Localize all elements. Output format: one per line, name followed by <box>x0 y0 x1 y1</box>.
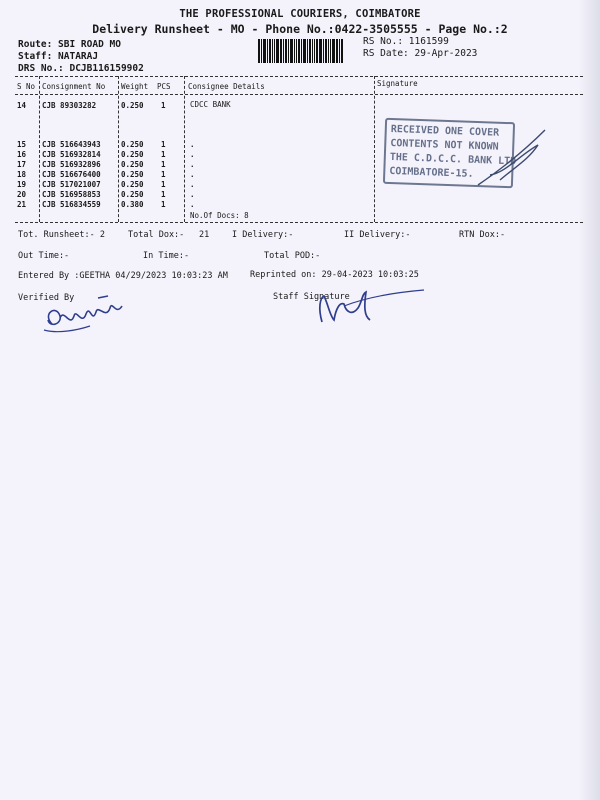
row-consignment: CJB 517021007 <box>42 180 101 189</box>
row-consignment: CJB 516676400 <box>42 170 101 179</box>
row-weight: 0.250 <box>121 150 144 159</box>
row-weight: 0.380 <box>121 200 144 209</box>
out-time: Out Time:- <box>18 251 70 261</box>
in-time: In Time:- <box>143 251 190 261</box>
row-consignee: . <box>190 190 195 199</box>
stamp-line: CONTENTS NOT KNOWN <box>390 137 499 153</box>
rtn-dox: RTN Dox:- <box>459 230 506 240</box>
verified-by-label: Verified By <box>18 293 75 303</box>
row-pcs: 1 <box>161 200 166 209</box>
company-title: THE PROFESSIONAL COURIERS, COIMBATORE <box>179 8 421 20</box>
runsheet-subtitle: Delivery Runsheet - MO - Phone No.:0422-3505555 - Page No.:2 <box>92 22 508 36</box>
col-divider <box>374 76 375 222</box>
row-consignment: CJB 516932814 <box>42 150 101 159</box>
row-sno: 20 <box>17 190 27 199</box>
table-header-border <box>15 94 583 95</box>
row-pcs: 1 <box>161 190 166 199</box>
row-consignment: CJB 516932896 <box>42 160 101 169</box>
row-consignee: . <box>190 140 195 149</box>
row-consignment: CJB 516834559 <box>42 200 101 209</box>
row-sno: 16 <box>17 150 27 159</box>
row-pcs: 1 <box>161 170 166 179</box>
row-weight: 0.250 <box>121 160 144 169</box>
row-consignee: . <box>190 180 195 189</box>
drs-number: DRS No.: DCJB116159902 <box>18 63 144 74</box>
row-sno: 18 <box>17 170 27 179</box>
route-label: Route: SBI ROAD MO <box>18 39 121 50</box>
row-consignee: . <box>190 170 195 179</box>
stamp-line: COIMBATORE-15. <box>389 165 474 180</box>
no-of-docs: No.Of Docs: 8 <box>190 211 249 220</box>
row-weight: 0.250 <box>121 170 144 179</box>
row-sno: 19 <box>17 180 27 189</box>
row-pcs: 1 <box>161 150 166 159</box>
header-signature: Signature <box>377 79 418 88</box>
row-consignment: CJB 89303282 <box>42 101 97 110</box>
row-weight: 0.250 <box>121 180 144 189</box>
row-pcs: 1 <box>161 140 166 149</box>
staff-signature <box>300 284 430 334</box>
row-sno: 17 <box>17 160 27 169</box>
row-consignment: CJB 516958853 <box>42 190 101 199</box>
header-sno: S No <box>17 82 36 91</box>
stamp-line: THE C.D.C.C. BANK LTD <box>389 151 517 168</box>
col-divider <box>118 76 119 222</box>
entered-by: Entered By :GEETHA 04/29/2023 10:03:23 AM <box>18 271 228 281</box>
row-weight: 0.250 <box>121 101 144 110</box>
total-dox-value: 21 <box>199 230 210 240</box>
table-top-border <box>15 76 583 77</box>
row-weight: 0.250 <box>121 140 144 149</box>
stamp-line: RECEIVED ONE COVER <box>390 123 500 139</box>
table-bottom-border <box>15 222 583 223</box>
tot-runsheet: Tot. Runsheet:- 2 <box>18 230 105 240</box>
scan-shadow <box>578 0 600 800</box>
row-consignee: . <box>190 200 195 209</box>
rs-date: RS Date: 29-Apr-2023 <box>363 48 478 59</box>
row-consignee: CDCC BANK <box>190 100 231 109</box>
stamp-signature-scribble <box>470 125 560 195</box>
row-consignment: CJB 516643943 <box>42 140 101 149</box>
row-consignee: . <box>190 150 195 159</box>
header-consignment: Consignment No <box>42 82 106 91</box>
ii-delivery: II Delivery:- <box>344 230 411 240</box>
col-divider <box>39 76 40 222</box>
header-weight: Weight <box>121 82 149 91</box>
row-weight: 0.250 <box>121 190 144 199</box>
row-sno: 14 <box>17 101 27 110</box>
col-divider <box>184 76 185 222</box>
staff-label: Staff: NATARAJ <box>18 51 99 62</box>
row-pcs: 1 <box>161 180 166 189</box>
reprinted-on: Reprinted on: 29-04-2023 10:03:25 <box>250 270 419 280</box>
barcode <box>258 39 358 63</box>
staff-signature-label: Staff Signature <box>273 292 350 302</box>
row-sno: 15 <box>17 140 27 149</box>
total-dox-label: Total Dox:- <box>128 230 185 240</box>
rs-number: RS No.: 1161599 <box>363 36 449 47</box>
row-pcs: 1 <box>161 160 166 169</box>
i-delivery: I Delivery:- <box>232 230 294 240</box>
header-consignee: Consignee Details <box>188 82 265 91</box>
header-pcs: PCS <box>157 82 171 91</box>
total-pod: Total POD:- <box>264 251 321 261</box>
row-consignee: . <box>190 160 195 169</box>
verified-by-signature <box>38 290 138 340</box>
row-pcs: 1 <box>161 101 166 110</box>
row-sno: 21 <box>17 200 27 209</box>
